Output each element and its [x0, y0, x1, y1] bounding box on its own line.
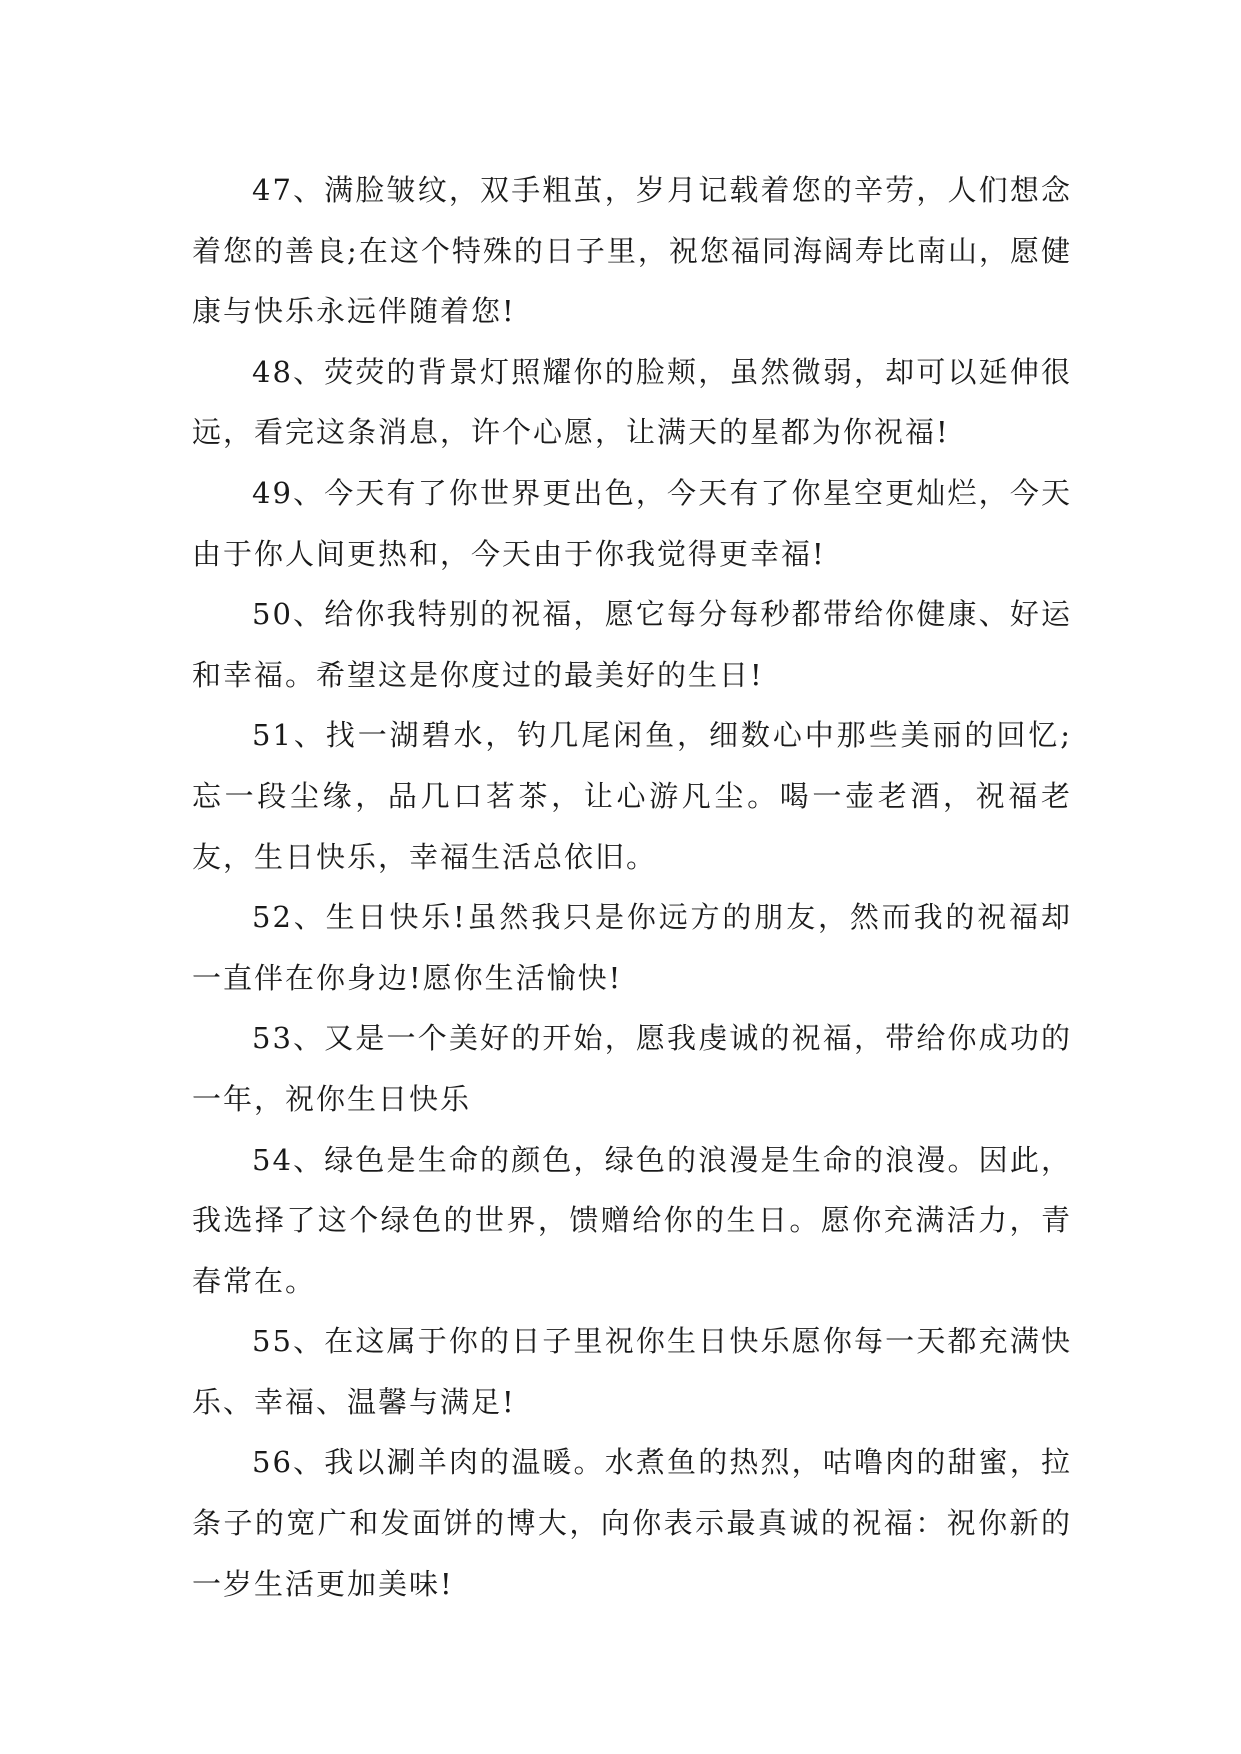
paragraph-53: 53、又是一个美好的开始，愿我虔诚的祝福，带给你成功的一年，祝你生日快乐 [192, 1021, 1072, 1116]
paragraph-56: 56、我以涮羊肉的温暖。水煮鱼的热烈，咕噜肉的甜蜜，拉条子的宽广和发面饼的博大，向你表示最真诚的祝福：祝你新的一岁生活更加美味! [192, 1445, 1072, 1601]
paragraph-49: 49、今天有了你世界更出色，今天有了你星空更灿烂，今天由于你人间更热和，今天由于你我觉得更幸福! [192, 475, 1072, 571]
paragraph-52: 52、生日快乐!虽然我只是你远方的朋友，然而我的祝福却一直伴在你身边!愿你生活愉快! [192, 900, 1072, 995]
paragraph-50: 50、给你我特别的祝福，愿它每分每秒都带给你健康、好运和幸福。希望这是你度过的最美好的生日! [192, 597, 1072, 692]
paragraph-51: 51、找一湖碧水，钓几尾闲鱼，细数心中那些美丽的回忆;忘一段尘缘，品几口茗茶，让心游凡尘。喝一壶老酒，祝福老友，生日快乐，幸福生活总依旧。 [192, 718, 1072, 874]
paragraph-55: 55、在这属于你的日子里祝你生日快乐愿你每一天都充满快乐、幸福、温馨与满足! [192, 1324, 1072, 1419]
paragraph-54: 54、绿色是生命的颜色，绿色的浪漫是生命的浪漫。因此，我选择了这个绿色的世界，馈赠给你的生日。愿你充满活力，青春常在。 [192, 1142, 1072, 1298]
document-body [192, 160, 1072, 1614]
paragraph-48: 48、荧荧的背景灯照耀你的脸颊，虽然微弱，却可以延伸很远，看完这条消息，许个心愿，让满天的星都为你祝福! [192, 354, 1072, 450]
paragraph-47: 47、满脸皱纹，双手粗茧，岁月记载着您的辛劳，人们想念着您的善良;在这个特殊的日子里，祝您福同海阔寿比南山，愿健康与快乐永远伴随着您! [192, 173, 1072, 329]
